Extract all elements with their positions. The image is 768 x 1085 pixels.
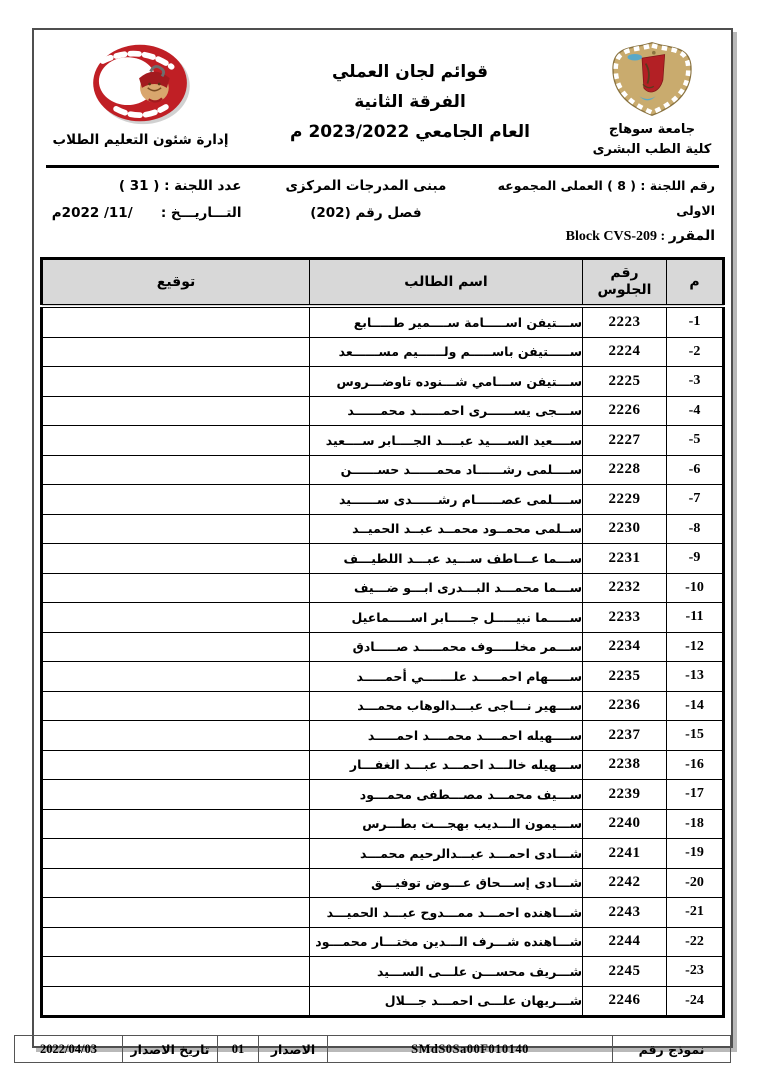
student-name: ســـما محمـــد البـــدرى ابـــو ضـــيف [310, 573, 583, 603]
form-footer [14, 1035, 731, 1063]
table-row [42, 957, 724, 987]
crescent-faculty-logo-icon [72, 40, 210, 128]
title-line-1: قوائم لجان العملي [331, 62, 489, 82]
table-row [42, 839, 724, 869]
table-row [42, 573, 724, 603]
table-row [42, 367, 724, 397]
signature-cell [42, 573, 310, 603]
student-name: ســـهير نـــاجى عبـــدالوهاب محمـــد [310, 691, 583, 721]
row-index: 14- [667, 691, 724, 721]
seat-number: 2233 [583, 603, 667, 633]
committee-count: عدد اللجنة : ( 31 ) [118, 178, 242, 194]
row-index: 10- [667, 573, 724, 603]
column-header-signature: توقيع [42, 259, 310, 307]
table-row [42, 337, 724, 367]
table-row [42, 898, 724, 928]
column-header-seat-number: رقم الجلوس [583, 259, 667, 307]
header [34, 30, 731, 159]
seat-number: 2239 [583, 780, 667, 810]
signature-cell [42, 337, 310, 367]
table-row [42, 396, 724, 426]
signature-cell [42, 603, 310, 633]
document-title [233, 40, 587, 147]
row-index: 17- [667, 780, 724, 810]
faculty-name: كلية الطب البشرى [592, 141, 712, 157]
signature-cell [42, 367, 310, 397]
student-name: ســـهيله خالـــد احمـــد عبـــد الغفـــار [310, 750, 583, 780]
student-name: ســـتيفن اســـــامة ســــمير طـــــابع [310, 306, 583, 337]
row-index: 11- [667, 603, 724, 633]
student-name: ســـمر مخلـــــوف محمـــــد صـــــادق [310, 632, 583, 662]
row-index: 18- [667, 809, 724, 839]
signature-cell [42, 662, 310, 692]
admin-block [48, 40, 233, 148]
row-index: 9- [667, 544, 724, 574]
signature-cell [42, 691, 310, 721]
student-name: ســـجى يســــــرى احمــــــد محمــــــد [310, 396, 583, 426]
seat-number: 2240 [583, 809, 667, 839]
signature-cell [42, 455, 310, 485]
signature-cell [42, 306, 310, 337]
table-row [42, 544, 724, 574]
seat-number: 2234 [583, 632, 667, 662]
document-page [32, 28, 733, 1057]
student-name: شـــريف محســـن علـــى الســـيد [310, 957, 583, 987]
title-line-2: الفرقة الثانية [354, 91, 466, 112]
signature-cell [42, 868, 310, 898]
student-name: ســلمى محمــود محمــد عبــد الحميــد [310, 514, 583, 544]
seat-number: 2238 [583, 750, 667, 780]
seat-number: 2226 [583, 396, 667, 426]
column-header-index: م [667, 259, 724, 307]
signature-cell [42, 839, 310, 869]
student-name: ســـما عـــاطف ســـيد عبـــد اللطيـــف [310, 544, 583, 574]
student-name: ســــلمى عصــــــام رشــــــدى ســــــيد [310, 485, 583, 515]
seat-number: 2229 [583, 485, 667, 515]
row-index: 20- [667, 868, 724, 898]
signature-cell [42, 396, 310, 426]
form-number-label: نموذج رقم [613, 1036, 731, 1063]
table-row [42, 927, 724, 957]
signature-cell [42, 809, 310, 839]
column-header-student-name: اسم الطالب [310, 259, 583, 307]
table-header-row [42, 259, 724, 307]
row-index: 5- [667, 426, 724, 456]
seat-number: 2228 [583, 455, 667, 485]
table-row [42, 780, 724, 810]
university-block [587, 40, 717, 159]
row-index: 2- [667, 337, 724, 367]
seat-number: 2225 [583, 367, 667, 397]
university-shield-logo-icon [606, 40, 698, 118]
row-index: 3- [667, 367, 724, 397]
seat-number: 2232 [583, 573, 667, 603]
signature-cell [42, 426, 310, 456]
row-index: 8- [667, 514, 724, 544]
seat-number: 2246 [583, 986, 667, 1017]
row-index: 24- [667, 986, 724, 1017]
table-row [42, 721, 724, 751]
table-row [42, 455, 724, 485]
table-row [42, 426, 724, 456]
signature-cell [42, 986, 310, 1017]
table-row [42, 868, 724, 898]
issue-date: 2022/04/03 [15, 1036, 123, 1063]
student-name: ســـيف محمـــد مصـــطفى محمـــود [310, 780, 583, 810]
row-index: 15- [667, 721, 724, 751]
seat-number: 2235 [583, 662, 667, 692]
row-index: 23- [667, 957, 724, 987]
table-row [42, 514, 724, 544]
seat-number: 2244 [583, 927, 667, 957]
student-name: ســـــما نبيـــــل جـــــابر اســـــماعيل [310, 603, 583, 633]
row-index: 13- [667, 662, 724, 692]
signature-cell [42, 957, 310, 987]
committee-info [34, 168, 731, 257]
seat-number: 2236 [583, 691, 667, 721]
student-name: شـــاهنده احمـــد ممـــدوح عبـــد الحميـــد [310, 898, 583, 928]
row-index: 21- [667, 898, 724, 928]
seat-number: 2242 [583, 868, 667, 898]
students-table [40, 257, 725, 1018]
row-index: 16- [667, 750, 724, 780]
signature-cell [42, 721, 310, 751]
seat-number: 2231 [583, 544, 667, 574]
issue-date-label: تاريخ الاصدار [123, 1036, 218, 1063]
student-name: ســــهيله احمــــد محمــــد احمـــــد [310, 721, 583, 751]
seat-number: 2241 [583, 839, 667, 869]
signature-cell [42, 750, 310, 780]
table-row [42, 306, 724, 337]
student-name: شـــاهنده شـــرف الـــدين مختـــار محمـــود [310, 927, 583, 957]
seat-number: 2223 [583, 306, 667, 337]
issue-label: الاصدار [259, 1036, 328, 1063]
table-row [42, 485, 724, 515]
seat-number: 2230 [583, 514, 667, 544]
seat-number: 2243 [583, 898, 667, 928]
seat-number: 2237 [583, 721, 667, 751]
room-number: فصل رقم (202) [310, 205, 422, 221]
signature-cell [42, 485, 310, 515]
table-row [42, 662, 724, 692]
table-row [42, 809, 724, 839]
row-index: 22- [667, 927, 724, 957]
table-row [42, 986, 724, 1017]
row-index: 7- [667, 485, 724, 515]
row-index: 19- [667, 839, 724, 869]
table-row [42, 632, 724, 662]
signature-cell [42, 514, 310, 544]
signature-cell [42, 780, 310, 810]
university-name: جامعة سوهاج [608, 122, 696, 137]
student-name: ســــلمى رشــــــاد محمــــــد حســــــن [310, 455, 583, 485]
form-code: SMdS0Sa00F010140 [328, 1036, 613, 1063]
row-index: 1- [667, 306, 724, 337]
row-index: 12- [667, 632, 724, 662]
student-name: شـــادى احمـــد عبـــدالرحيم محمـــد [310, 839, 583, 869]
signature-cell [42, 632, 310, 662]
student-name: ســـــهام احمـــــد علـــــــي أحمـــــد [310, 662, 583, 692]
course-code: المقرر : Block CVS-209 [565, 229, 715, 244]
student-name: ســـــتيفن باســـــم ولــــــيم مســــــعد [310, 337, 583, 367]
row-index: 6- [667, 455, 724, 485]
student-name: ســـتيفن ســـامي شـــنوده تاوضـــروس [310, 367, 583, 397]
student-name: شـــادى إســـحاق عـــوض توفيـــق [310, 868, 583, 898]
table-row [42, 691, 724, 721]
committee-number: رقم اللجنة : ( 8 ) العملى المجموعه الاولى [497, 178, 715, 218]
signature-cell [42, 927, 310, 957]
issue-number: 01 [218, 1036, 259, 1063]
student-name: ســــعيد الســــيد عبــــد الجــــابر ســــعيد [310, 426, 583, 456]
building-name: مبنى المدرجات المركزى [285, 178, 447, 194]
student-name: ســـيمون الـــديب بهجـــت بطـــرس [310, 809, 583, 839]
signature-cell [42, 544, 310, 574]
table-row [42, 750, 724, 780]
student-name: شـــريهان علـــى احمـــد جـــلال [310, 986, 583, 1017]
row-index: 4- [667, 396, 724, 426]
title-line-3: العام الجامعي 2023/2022 م [290, 121, 530, 142]
seat-number: 2224 [583, 337, 667, 367]
signature-cell [42, 898, 310, 928]
table-row [42, 603, 724, 633]
seat-number: 2227 [583, 426, 667, 456]
exam-date: التـــاريـــخ : /11/ 2022م [51, 205, 242, 221]
admin-department-label: إدارة شئون التعليم الطلاب [52, 132, 229, 148]
seat-number: 2245 [583, 957, 667, 987]
